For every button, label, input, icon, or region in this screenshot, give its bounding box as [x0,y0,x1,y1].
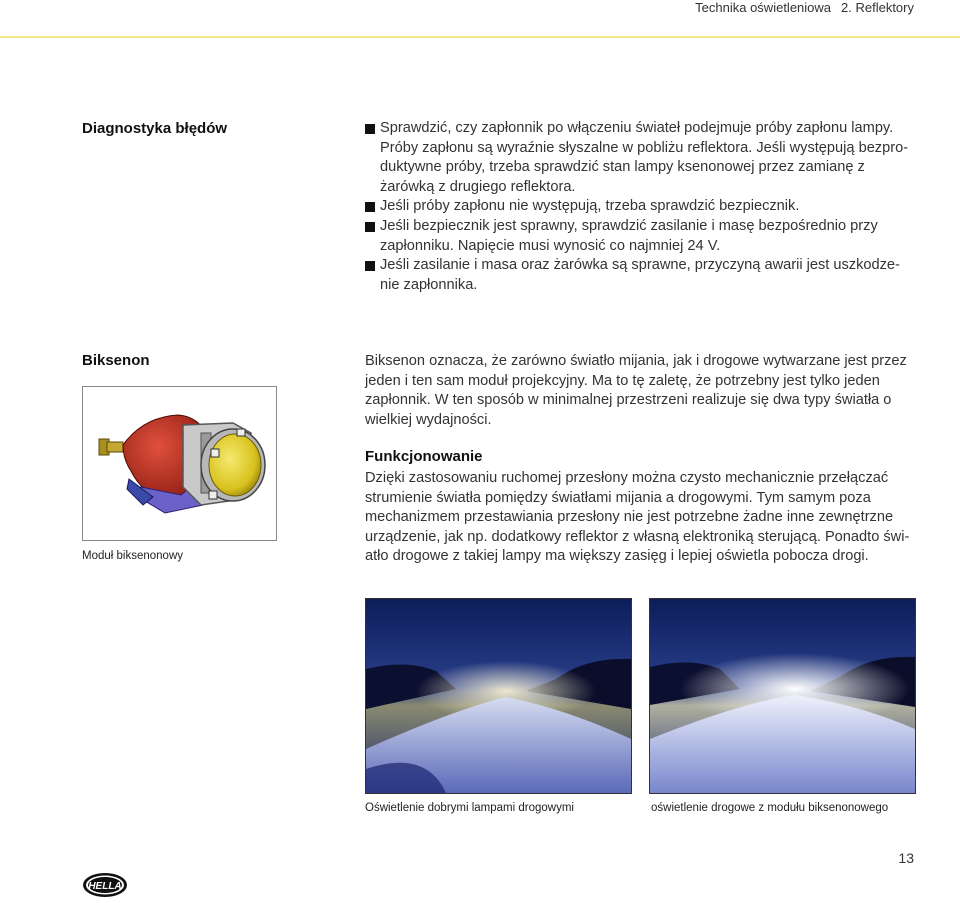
bullet-line: Jeśli próby zapłonu nie występują, trzeba sprawdzić bezpiecznik. [380,198,800,215]
bixenon-module-image [82,386,277,541]
bixenon-photo-caption: oświetlenie drogowe z modułu biksenonowego [651,802,889,814]
paragraph-line: wielkiej wydajności. [365,411,492,428]
paragraph-line: jeden i ten sam moduł projekcyjny. Ma to tę zaletę, że potrzebny jest tylko jeden [365,372,880,389]
svg-text:HELLA: HELLA [88,881,122,892]
bullet-line: Sprawdzić, czy zapłonnik po włączeniu świateł podejmuje próby zapłonu lampy. [380,120,894,136]
paragraph-line: Biksenon oznacza, że zarówno światło mijania, jak i drogowe wytwarzane jest przez [365,353,907,369]
paragraph-line: urządzenie, jak np. dodatkowy reflektor z własną elektroniką sterującą. Ponadto świ- [365,528,910,545]
function-paragraph [365,469,913,567]
bullet-line: nie zapłonnika. [380,276,478,293]
running-header [695,0,914,18]
bullet-line: zapłonniku. Napięcie musi wynosić co najmniej 24 V. [380,237,721,254]
bullet-item [365,256,913,295]
bullet-line: żarówką z drugiego reflektora. [380,178,576,195]
hella-logo-icon [82,872,128,898]
page-number: 13 [898,850,914,866]
bullet-item [365,217,913,256]
paragraph-line: atło drogowe z takiej lampy ma większy zasięg i lepiej oświetla pobocza drogi. [365,548,869,565]
bullet-item [365,197,913,217]
bixenon-module-illustration [83,387,276,540]
diagnostics-title: Diagnostyka błędów [82,120,228,137]
hella-logo [82,872,128,903]
road-photo-halogen [365,598,632,794]
paragraph-line: strumienie światła pomiędzy światłami mijania a drogowymi. Tym samym poza [365,489,871,506]
header-rule [0,36,960,38]
paragraph-line: Dzięki zastosowaniu ruchomej przesłony można czysto mechanicznie przełączać [365,470,889,486]
road-photo-halogen-illustration [366,599,631,793]
biksenon-intro [365,352,913,430]
halogen-photo-caption: Oświetlenie dobrymi lampami drogowymi [365,802,574,814]
function-subheading: Funkcjonowanie [365,448,483,465]
module-image-caption: Moduł biksenonowy [82,550,184,562]
biksenon-title: Biksenon [82,352,150,369]
bullet-line: Jeśli zasilanie i masa oraz żarówka są sprawne, przyczyną awarii jest uszkodze- [380,257,900,274]
road-photo-bixenon [649,598,916,794]
paragraph-line: mechanizmem przestawiania przesłony nie jest potrzebne żadne inne zewnętrzne [365,509,894,526]
paragraph-line: zapłonnik. W ten sposób w minimalnej przestrzeni realizuje się dwa typy światła o [365,392,892,409]
bullet-line: Próby zapłonu są wyraźnie słyszalne w pobliżu reflektora. Jeśli występują bezpro- [380,139,909,156]
bullet-item [365,119,913,197]
bullet-line: Jeśli bezpiecznik jest sprawny, sprawdzić zasilanie i masę bezpośrednio przy [380,217,878,234]
bullet-line: duktywne próby, trzeba sprawdzić stan lampy ksenonowej przez zamianę z [380,159,865,176]
header-section: Technika oświetleniowa [695,0,832,15]
header-chapter: 2. Reflektory [841,0,914,15]
road-photo-bixenon-illustration [650,599,915,793]
diagnostics-bullet-list [365,119,913,295]
